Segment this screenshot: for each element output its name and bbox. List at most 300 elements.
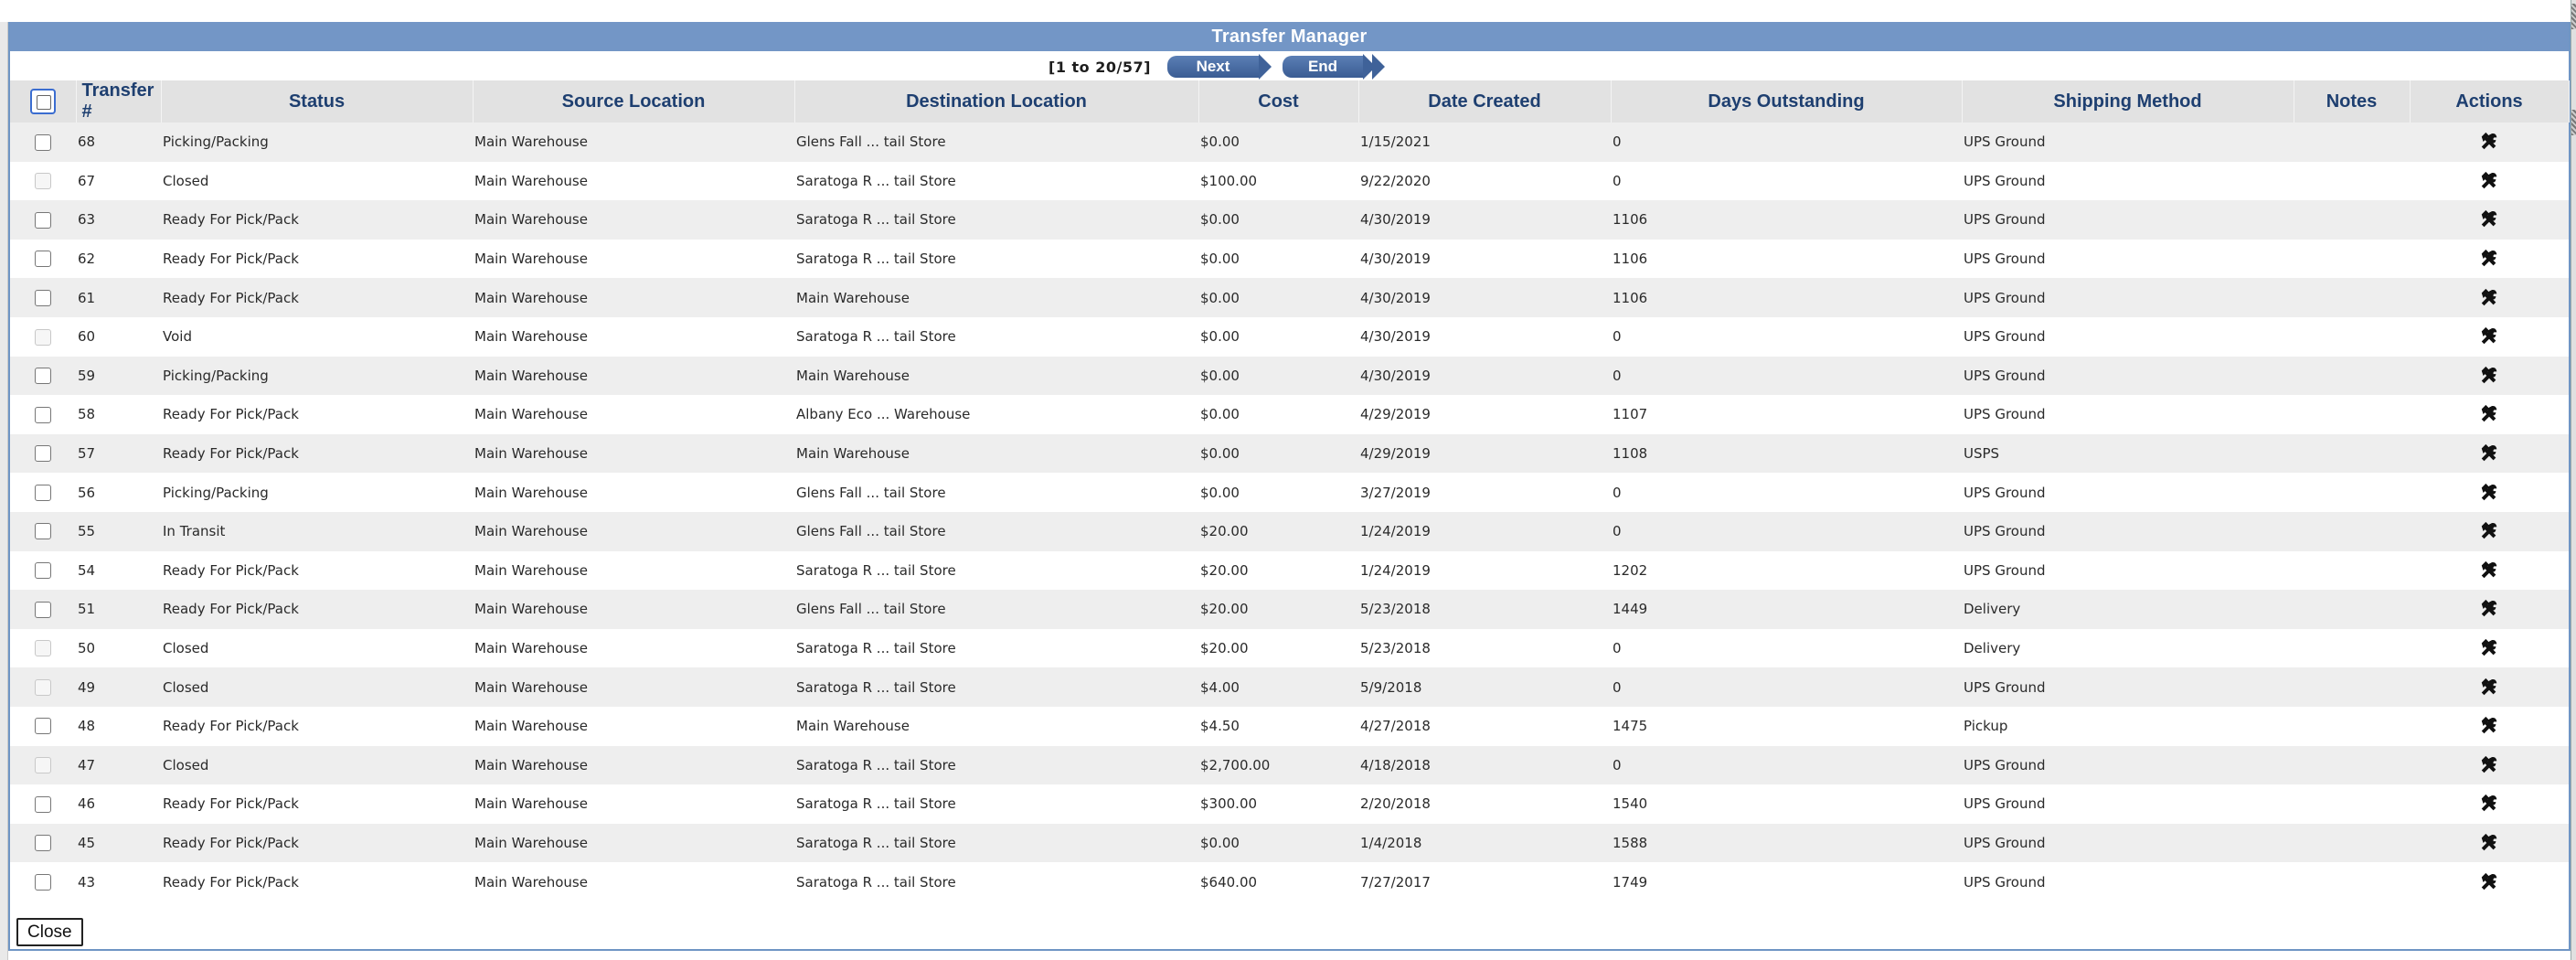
- actions-cell: [2410, 862, 2569, 901]
- cost-cell: $0.00: [1198, 395, 1358, 434]
- table-row[interactable]: [10, 278, 2569, 317]
- days-outstanding-cell: 1108: [1611, 434, 1962, 474]
- notes-cell: [2294, 551, 2410, 591]
- status-cell: Ready For Pick/Pack: [161, 707, 473, 746]
- actions-cell: [2410, 629, 2569, 668]
- actions-cell: [2410, 162, 2569, 201]
- column-header-status[interactable]: Status: [161, 80, 473, 123]
- actions-cell: [2410, 317, 2569, 357]
- background-page: [0, 0, 2576, 22]
- transfer-id-cell: 59: [76, 357, 161, 396]
- notes-cell: [2294, 123, 2410, 162]
- table-row[interactable]: [10, 667, 2569, 707]
- days-outstanding-cell: 1202: [1611, 551, 1962, 591]
- transfer-id-cell: 60: [76, 317, 161, 357]
- cost-cell: $0.00: [1198, 278, 1358, 317]
- destination-location-cell: Main Warehouse: [794, 357, 1198, 396]
- date-created-cell: 4/30/2019: [1358, 317, 1611, 357]
- row-select-cell: [10, 162, 76, 201]
- shipping-method-cell: UPS Ground: [1962, 123, 2294, 162]
- row-select-cell: [10, 551, 76, 591]
- days-outstanding-cell: 1106: [1611, 240, 1962, 279]
- row-checkbox: [35, 679, 51, 696]
- cost-cell: $0.00: [1198, 240, 1358, 279]
- row-select-cell: [10, 473, 76, 512]
- column-header-source[interactable]: Source Location: [473, 80, 794, 123]
- column-header-shipping[interactable]: Shipping Method: [1962, 80, 2294, 123]
- actions-cell: [2410, 667, 2569, 707]
- status-cell: Closed: [161, 746, 473, 785]
- notes-cell: [2294, 590, 2410, 629]
- row-select-cell: [10, 746, 76, 785]
- notes-cell: [2294, 162, 2410, 201]
- cost-cell: $0.00: [1198, 200, 1358, 240]
- cost-cell: $0.00: [1198, 317, 1358, 357]
- column-header-destination[interactable]: Destination Location: [794, 80, 1198, 123]
- shipping-method-cell: UPS Ground: [1962, 862, 2294, 901]
- status-cell: Ready For Pick/Pack: [161, 862, 473, 901]
- notes-cell: [2294, 357, 2410, 396]
- destination-location-cell: Glens Fall ... tail Store: [794, 512, 1198, 551]
- destination-location-cell: Main Warehouse: [794, 707, 1198, 746]
- date-created-cell: 5/23/2018: [1358, 590, 1611, 629]
- tools-icon[interactable]: [2479, 483, 2499, 503]
- shipping-method-cell: UPS Ground: [1962, 824, 2294, 863]
- days-outstanding-cell: 1588: [1611, 824, 1962, 863]
- status-cell: Ready For Pick/Pack: [161, 590, 473, 629]
- notes-cell: [2294, 707, 2410, 746]
- row-select-cell: [10, 317, 76, 357]
- column-header-actions: Actions: [2410, 80, 2569, 123]
- cost-cell: $100.00: [1198, 162, 1358, 201]
- actions-cell: [2410, 746, 2569, 785]
- table-row[interactable]: [10, 317, 2569, 357]
- table-body: [10, 123, 2569, 901]
- shipping-method-cell: UPS Ground: [1962, 473, 2294, 512]
- transfer-id-cell: 68: [76, 123, 161, 162]
- actions-cell: [2410, 707, 2569, 746]
- source-location-cell: Main Warehouse: [473, 200, 794, 240]
- actions-cell: [2410, 590, 2569, 629]
- tools-icon[interactable]: [2479, 833, 2499, 853]
- tools-icon[interactable]: [2479, 249, 2499, 269]
- row-checkbox[interactable]: [35, 368, 51, 384]
- status-cell: Picking/Packing: [161, 473, 473, 512]
- table-row[interactable]: [10, 473, 2569, 512]
- status-cell: Picking/Packing: [161, 357, 473, 396]
- source-location-cell: Main Warehouse: [473, 667, 794, 707]
- status-cell: Ready For Pick/Pack: [161, 200, 473, 240]
- cost-cell: $2,700.00: [1198, 746, 1358, 785]
- window-scrollbar[interactable]: [2571, 0, 2576, 960]
- shipping-method-cell: UPS Ground: [1962, 278, 2294, 317]
- column-header-transfer[interactable]: Transfer #: [76, 80, 161, 123]
- days-outstanding-cell: 1107: [1611, 395, 1962, 434]
- tools-icon[interactable]: [2479, 366, 2499, 386]
- transfer-id-cell: 55: [76, 512, 161, 551]
- date-created-cell: 4/30/2019: [1358, 357, 1611, 396]
- column-header-cost[interactable]: Cost: [1198, 80, 1358, 123]
- row-select-cell: [10, 667, 76, 707]
- status-cell: Ready For Pick/Pack: [161, 784, 473, 824]
- days-outstanding-cell: 1540: [1611, 784, 1962, 824]
- tools-icon[interactable]: [2479, 171, 2499, 191]
- date-created-cell: 4/29/2019: [1358, 395, 1611, 434]
- dialog-title: Transfer Manager: [10, 22, 2569, 51]
- date-created-cell: 4/29/2019: [1358, 434, 1611, 474]
- page-range: [1 to 20/57]: [1048, 59, 1151, 76]
- tools-icon[interactable]: [2479, 404, 2499, 424]
- column-header-date[interactable]: Date Created: [1358, 80, 1611, 123]
- transfer-id-cell: 48: [76, 707, 161, 746]
- days-outstanding-cell: 0: [1611, 629, 1962, 668]
- row-checkbox[interactable]: [35, 523, 51, 539]
- days-outstanding-cell: 1749: [1611, 862, 1962, 901]
- transfer-manager-dialog: [8, 22, 2571, 951]
- days-outstanding-cell: 0: [1611, 512, 1962, 551]
- days-outstanding-cell: 0: [1611, 473, 1962, 512]
- tools-icon[interactable]: [2479, 794, 2499, 814]
- transfer-id-cell: 43: [76, 862, 161, 901]
- resize-grip[interactable]: [2571, 4, 2576, 29]
- source-location-cell: Main Warehouse: [473, 240, 794, 279]
- dialog-footer: [16, 918, 83, 946]
- date-created-cell: 4/30/2019: [1358, 240, 1611, 279]
- source-location-cell: Main Warehouse: [473, 357, 794, 396]
- cost-cell: $0.00: [1198, 357, 1358, 396]
- shipping-method-cell: UPS Ground: [1962, 200, 2294, 240]
- destination-location-cell: Saratoga R ... tail Store: [794, 746, 1198, 785]
- destination-location-cell: Saratoga R ... tail Store: [794, 240, 1198, 279]
- destination-location-cell: Albany Eco ... Warehouse: [794, 395, 1198, 434]
- shipping-method-cell: UPS Ground: [1962, 395, 2294, 434]
- days-outstanding-cell: 0: [1611, 667, 1962, 707]
- actions-cell: [2410, 512, 2569, 551]
- source-location-cell: Main Warehouse: [473, 162, 794, 201]
- row-checkbox[interactable]: [35, 290, 51, 306]
- source-location-cell: Main Warehouse: [473, 317, 794, 357]
- date-created-cell: 1/24/2019: [1358, 551, 1611, 591]
- cost-cell: $20.00: [1198, 590, 1358, 629]
- transfer-id-cell: 63: [76, 200, 161, 240]
- destination-location-cell: Saratoga R ... tail Store: [794, 629, 1198, 668]
- status-cell: Ready For Pick/Pack: [161, 278, 473, 317]
- transfer-id-cell: 57: [76, 434, 161, 474]
- date-created-cell: 7/27/2017: [1358, 862, 1611, 901]
- destination-location-cell: Saratoga R ... tail Store: [794, 784, 1198, 824]
- transfer-id-cell: 54: [76, 551, 161, 591]
- notes-cell: [2294, 278, 2410, 317]
- row-checkbox[interactable]: [35, 602, 51, 618]
- shipping-method-cell: UPS Ground: [1962, 317, 2294, 357]
- transfer-id-cell: 56: [76, 473, 161, 512]
- source-location-cell: Main Warehouse: [473, 278, 794, 317]
- notes-cell: [2294, 434, 2410, 474]
- status-cell: Ready For Pick/Pack: [161, 395, 473, 434]
- shipping-method-cell: UPS Ground: [1962, 240, 2294, 279]
- cost-cell: $300.00: [1198, 784, 1358, 824]
- status-cell: In Transit: [161, 512, 473, 551]
- destination-location-cell: Main Warehouse: [794, 278, 1198, 317]
- tools-icon[interactable]: [2479, 755, 2499, 775]
- row-select-cell: [10, 824, 76, 863]
- select-all-checkbox[interactable]: [30, 89, 56, 114]
- destination-location-cell: Glens Fall ... tail Store: [794, 123, 1198, 162]
- row-checkbox: [35, 329, 51, 346]
- resize-grip-lower[interactable]: [2571, 110, 2576, 135]
- table-row[interactable]: [10, 707, 2569, 746]
- actions-cell: [2410, 551, 2569, 591]
- days-outstanding-cell: 0: [1611, 162, 1962, 201]
- shipping-method-cell: UPS Ground: [1962, 784, 2294, 824]
- source-location-cell: Main Warehouse: [473, 590, 794, 629]
- row-select-cell: [10, 629, 76, 668]
- destination-location-cell: Saratoga R ... tail Store: [794, 551, 1198, 591]
- row-checkbox: [35, 173, 51, 189]
- row-select-cell: [10, 395, 76, 434]
- days-outstanding-cell: 0: [1611, 746, 1962, 785]
- days-outstanding-cell: 1449: [1611, 590, 1962, 629]
- transfer-id-cell: 50: [76, 629, 161, 668]
- table-header-row: [10, 80, 2569, 123]
- status-cell: Ready For Pick/Pack: [161, 434, 473, 474]
- cost-cell: $0.00: [1198, 473, 1358, 512]
- days-outstanding-cell: 1106: [1611, 278, 1962, 317]
- date-created-cell: 1/15/2021: [1358, 123, 1611, 162]
- date-created-cell: 1/4/2018: [1358, 824, 1611, 863]
- destination-location-cell: Glens Fall ... tail Store: [794, 590, 1198, 629]
- status-cell: Ready For Pick/Pack: [161, 551, 473, 591]
- date-created-cell: 4/27/2018: [1358, 707, 1611, 746]
- row-checkbox[interactable]: [35, 485, 51, 501]
- source-location-cell: Main Warehouse: [473, 784, 794, 824]
- row-checkbox[interactable]: [35, 718, 51, 734]
- cost-cell: $640.00: [1198, 862, 1358, 901]
- row-checkbox[interactable]: [35, 562, 51, 579]
- source-location-cell: Main Warehouse: [473, 707, 794, 746]
- date-created-cell: 3/27/2019: [1358, 473, 1611, 512]
- destination-location-cell: Saratoga R ... tail Store: [794, 200, 1198, 240]
- transfer-id-cell: 58: [76, 395, 161, 434]
- table-row[interactable]: [10, 629, 2569, 668]
- table-row[interactable]: [10, 824, 2569, 863]
- days-outstanding-cell: 0: [1611, 123, 1962, 162]
- row-checkbox[interactable]: [35, 407, 51, 423]
- destination-location-cell: Saratoga R ... tail Store: [794, 667, 1198, 707]
- notes-cell: [2294, 629, 2410, 668]
- row-checkbox[interactable]: [35, 796, 51, 813]
- table-row[interactable]: [10, 240, 2569, 279]
- source-location-cell: Main Warehouse: [473, 824, 794, 863]
- notes-cell: [2294, 395, 2410, 434]
- row-select-cell: [10, 434, 76, 474]
- tools-icon[interactable]: [2479, 599, 2499, 619]
- date-created-cell: 1/24/2019: [1358, 512, 1611, 551]
- table-row[interactable]: [10, 512, 2569, 551]
- transfer-id-cell: 67: [76, 162, 161, 201]
- actions-cell: [2410, 473, 2569, 512]
- table-row[interactable]: [10, 200, 2569, 240]
- destination-location-cell: Saratoga R ... tail Store: [794, 162, 1198, 201]
- tools-icon[interactable]: [2479, 209, 2499, 229]
- next-button[interactable]: [1167, 56, 1272, 78]
- table-row[interactable]: [10, 784, 2569, 824]
- source-location-cell: Main Warehouse: [473, 551, 794, 591]
- cost-cell: $20.00: [1198, 551, 1358, 591]
- notes-cell: [2294, 317, 2410, 357]
- shipping-method-cell: UPS Ground: [1962, 551, 2294, 591]
- row-checkbox: [35, 757, 51, 773]
- cost-cell: $0.00: [1198, 123, 1358, 162]
- source-location-cell: Main Warehouse: [473, 434, 794, 474]
- row-checkbox[interactable]: [35, 445, 51, 462]
- shipping-method-cell: UPS Ground: [1962, 357, 2294, 396]
- cost-cell: $4.00: [1198, 667, 1358, 707]
- column-header-notes[interactable]: Notes: [2294, 80, 2410, 123]
- table-row[interactable]: [10, 123, 2569, 162]
- row-select-cell: [10, 512, 76, 551]
- table-row[interactable]: [10, 357, 2569, 396]
- close-button[interactable]: Close: [16, 918, 83, 946]
- actions-cell: [2410, 784, 2569, 824]
- notes-cell: [2294, 240, 2410, 279]
- shipping-method-cell: Delivery: [1962, 629, 2294, 668]
- source-location-cell: Main Warehouse: [473, 123, 794, 162]
- date-created-cell: 4/30/2019: [1358, 278, 1611, 317]
- background-page-edge: [0, 22, 8, 960]
- shipping-method-cell: Pickup: [1962, 707, 2294, 746]
- notes-cell: [2294, 746, 2410, 785]
- actions-cell: [2410, 357, 2569, 396]
- table-row[interactable]: [10, 862, 2569, 901]
- date-created-cell: 9/22/2020: [1358, 162, 1611, 201]
- tools-icon[interactable]: [2479, 560, 2499, 581]
- tools-icon[interactable]: [2479, 716, 2499, 736]
- tools-icon[interactable]: [2479, 326, 2499, 347]
- transfer-id-cell: 51: [76, 590, 161, 629]
- tools-icon[interactable]: [2479, 677, 2499, 698]
- date-created-cell: 5/23/2018: [1358, 629, 1611, 668]
- source-location-cell: Main Warehouse: [473, 512, 794, 551]
- row-select-cell: [10, 784, 76, 824]
- notes-cell: [2294, 512, 2410, 551]
- arrow-right-double-icon: [1372, 54, 1385, 80]
- row-checkbox[interactable]: [35, 251, 51, 267]
- status-cell: Closed: [161, 162, 473, 201]
- transfer-id-cell: 47: [76, 746, 161, 785]
- tools-icon[interactable]: [2479, 872, 2499, 892]
- row-checkbox[interactable]: [35, 874, 51, 891]
- transfer-id-cell: 46: [76, 784, 161, 824]
- row-select-cell: [10, 707, 76, 746]
- source-location-cell: Main Warehouse: [473, 862, 794, 901]
- shipping-method-cell: Delivery: [1962, 590, 2294, 629]
- date-created-cell: 2/20/2018: [1358, 784, 1611, 824]
- cost-cell: $20.00: [1198, 512, 1358, 551]
- transfer-id-cell: 45: [76, 824, 161, 863]
- destination-location-cell: Saratoga R ... tail Store: [794, 317, 1198, 357]
- transfer-table: [10, 80, 2570, 901]
- column-header-days[interactable]: Days Outstanding: [1611, 80, 1962, 123]
- tools-icon[interactable]: [2479, 132, 2499, 152]
- end-button[interactable]: [1283, 56, 1385, 78]
- table-row[interactable]: [10, 395, 2569, 434]
- row-checkbox[interactable]: [35, 134, 51, 151]
- row-checkbox[interactable]: [35, 212, 51, 229]
- end-label: End: [1283, 56, 1363, 78]
- source-location-cell: Main Warehouse: [473, 473, 794, 512]
- shipping-method-cell: UPS Ground: [1962, 162, 2294, 201]
- row-checkbox: [35, 640, 51, 656]
- actions-cell: [2410, 395, 2569, 434]
- select-all-header: [10, 80, 76, 123]
- date-created-cell: 4/30/2019: [1358, 200, 1611, 240]
- actions-cell: [2410, 240, 2569, 279]
- days-outstanding-cell: 1475: [1611, 707, 1962, 746]
- transfer-id-cell: 61: [76, 278, 161, 317]
- date-created-cell: 4/18/2018: [1358, 746, 1611, 785]
- arrow-right-icon: [1259, 54, 1272, 80]
- tools-icon[interactable]: [2479, 521, 2499, 541]
- notes-cell: [2294, 862, 2410, 901]
- source-location-cell: Main Warehouse: [473, 629, 794, 668]
- cost-cell: $0.00: [1198, 434, 1358, 474]
- notes-cell: [2294, 200, 2410, 240]
- notes-cell: [2294, 784, 2410, 824]
- tools-icon[interactable]: [2479, 443, 2499, 464]
- row-select-cell: [10, 240, 76, 279]
- status-cell: Closed: [161, 667, 473, 707]
- row-select-cell: [10, 200, 76, 240]
- shipping-method-cell: UPS Ground: [1962, 512, 2294, 551]
- table-row[interactable]: [10, 162, 2569, 201]
- transfer-id-cell: 62: [76, 240, 161, 279]
- table-row[interactable]: [10, 551, 2569, 591]
- tools-icon[interactable]: [2479, 288, 2499, 308]
- row-select-cell: [10, 278, 76, 317]
- actions-cell: [2410, 200, 2569, 240]
- destination-location-cell: Saratoga R ... tail Store: [794, 862, 1198, 901]
- shipping-method-cell: UPS Ground: [1962, 667, 2294, 707]
- row-select-cell: [10, 357, 76, 396]
- table-row[interactable]: [10, 590, 2569, 629]
- table-row[interactable]: [10, 434, 2569, 474]
- days-outstanding-cell: 0: [1611, 317, 1962, 357]
- status-cell: Ready For Pick/Pack: [161, 824, 473, 863]
- actions-cell: [2410, 434, 2569, 474]
- date-created-cell: 5/9/2018: [1358, 667, 1611, 707]
- source-location-cell: Main Warehouse: [473, 746, 794, 785]
- notes-cell: [2294, 667, 2410, 707]
- status-cell: Void: [161, 317, 473, 357]
- destination-location-cell: Saratoga R ... tail Store: [794, 824, 1198, 863]
- transfer-id-cell: 49: [76, 667, 161, 707]
- tools-icon[interactable]: [2479, 638, 2499, 658]
- actions-cell: [2410, 278, 2569, 317]
- cost-cell: $4.50: [1198, 707, 1358, 746]
- row-checkbox[interactable]: [35, 835, 51, 851]
- table-row[interactable]: [10, 746, 2569, 785]
- row-select-cell: [10, 862, 76, 901]
- next-label: Next: [1167, 56, 1259, 78]
- cost-cell: $0.00: [1198, 824, 1358, 863]
- status-cell: Picking/Packing: [161, 123, 473, 162]
- destination-location-cell: Glens Fall ... tail Store: [794, 473, 1198, 512]
- days-outstanding-cell: 1106: [1611, 200, 1962, 240]
- days-outstanding-cell: 0: [1611, 357, 1962, 396]
- destination-location-cell: Main Warehouse: [794, 434, 1198, 474]
- row-select-cell: [10, 123, 76, 162]
